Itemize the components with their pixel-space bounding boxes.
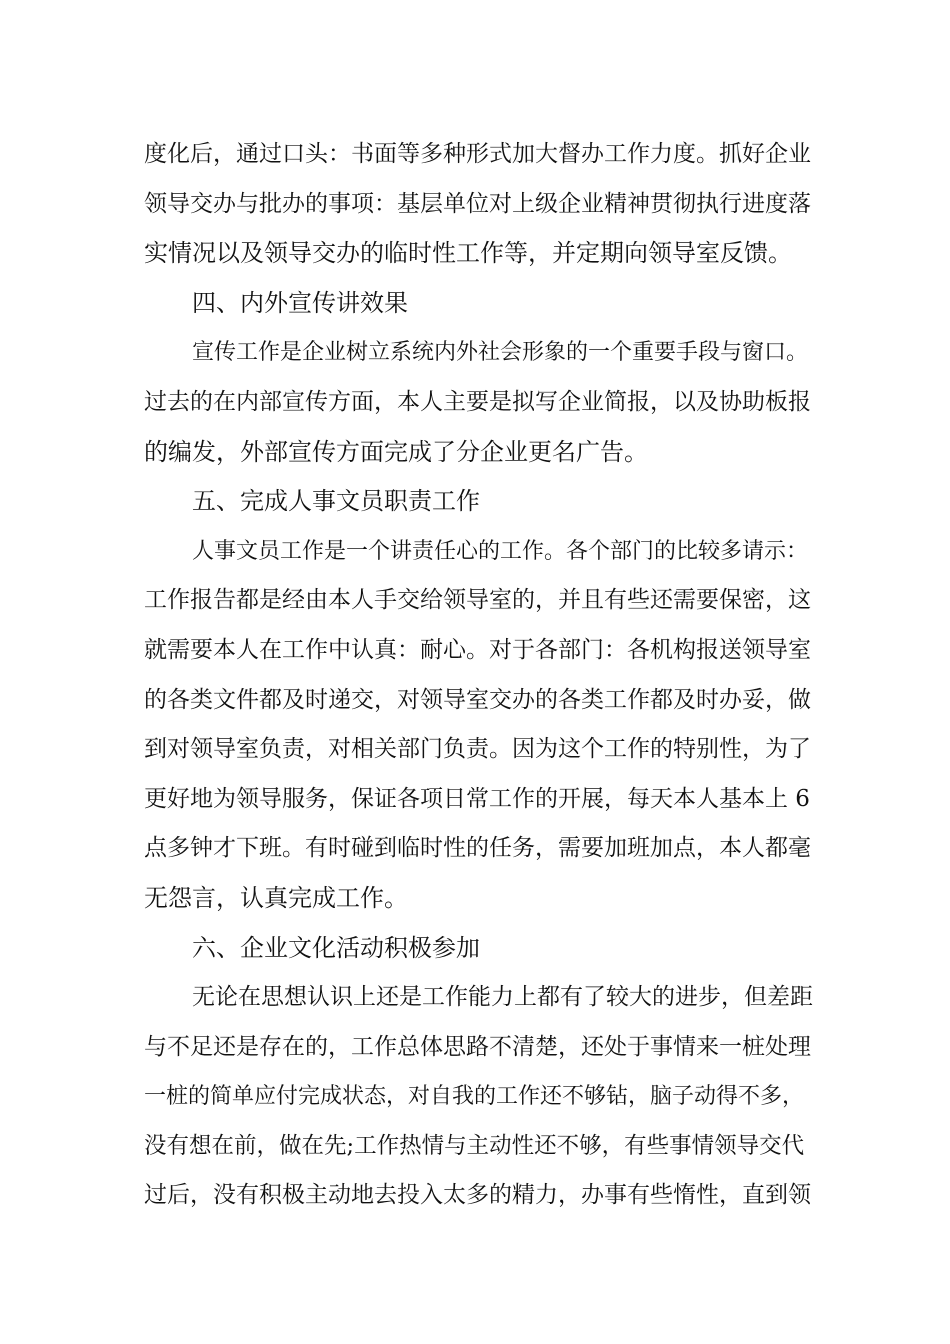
document-body — [144, 130, 814, 1221]
text-line: 领导交办与批办的事项：基层单位对上级企业精神贯彻执行进度落 — [144, 190, 811, 217]
text-line: 更好地为领导服务，保证各项日常工作的开展，每天本人基本上 6 — [144, 785, 810, 812]
text-line: 就需要本人在工作中认真：耐心。对于各部门：各机构报送领导室 — [144, 636, 811, 663]
text-line: 的各类文件都及时递交，对领导室交办的各类工作都及时办妥，做 — [144, 686, 811, 713]
text-line: 没有想在前，做在先;工作热情与主动性还不够，有些事情领导交代 — [144, 1132, 805, 1159]
paragraph-first-line: 宣传工作是企业树立系统内外社会形象的一个重要手段与窗口。 — [192, 340, 809, 366]
text-line: 无怨言，认真完成工作。 — [144, 883, 408, 912]
text-line: 工作报告都是经由本人手交给领导室的，并且有些还需要保密，这 — [144, 587, 811, 614]
paragraph-first-line: 人事文员工作是一个讲责任心的工作。各个部门的比较多请示： — [192, 538, 809, 564]
paragraph-first-line: 六、企业文化活动积极参加 — [192, 933, 480, 962]
text-line: 的编发，外部宣传方面完成了分企业更名广告。 — [144, 437, 648, 466]
text-line: 与不足还是存在的，工作总体思路不清楚，还处于事情来一桩处理 — [144, 1033, 811, 1060]
paragraph-first-line: 四、内外宣传讲效果 — [192, 288, 408, 317]
text-line: 到对领导室负责，对相关部门负责。因为这个工作的特别性，为了 — [144, 736, 811, 763]
paragraph-first-line: 无论在思想认识上还是工作能力上都有了较大的进步，但差距 — [192, 984, 813, 1011]
text-line: 点多钟才下班。有时碰到临时性的任务，需要加班加点，本人都毫 — [144, 835, 811, 862]
text-line: 实情况以及领导交办的临时性工作等，并定期向领导室反馈。 — [144, 239, 792, 268]
text-line: 度化后，通过口头：书面等多种形式加大督办工作力度。抓好企业 — [144, 141, 811, 167]
text-line: 过去的在内部宣传方面，本人主要是拟写企业简报，以及协助板报 — [144, 388, 811, 415]
text-line: 过后，没有积极主动地去投入太多的精力，办事有些惰性，直到领 — [144, 1182, 811, 1209]
text-line: 一桩的简单应付完成状态，对自我的工作还不够钻，脑子动得不多， — [144, 1084, 805, 1110]
paragraph-first-line: 五、完成人事文员职责工作 — [192, 487, 480, 516]
